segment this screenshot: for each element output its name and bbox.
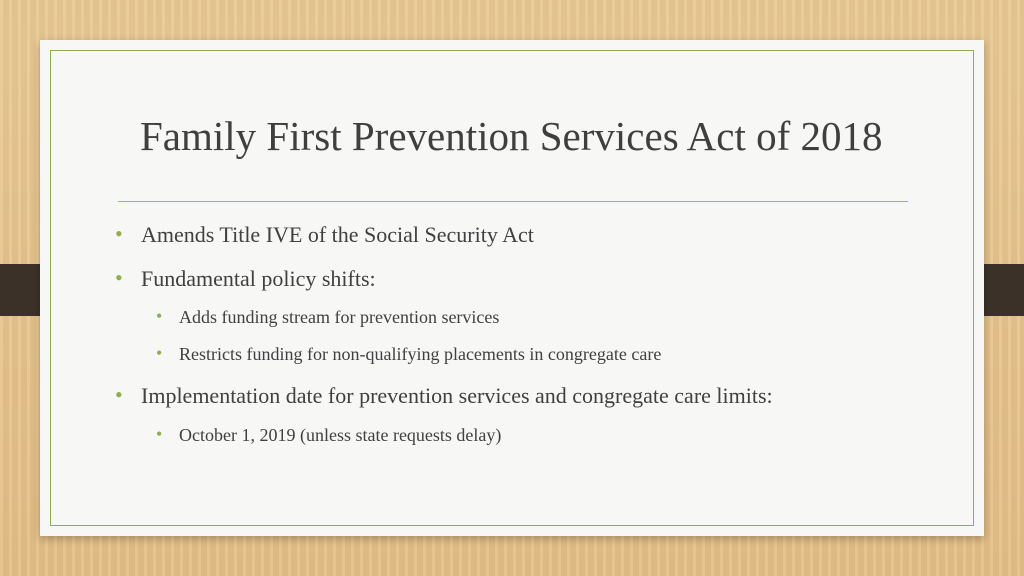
bullet-text: Amends Title IVE of the Social Security Act <box>141 222 534 247</box>
sub-bullet-item <box>156 424 502 446</box>
bullet-text: Implementation date for prevention services and congregate care limits: <box>141 383 773 408</box>
bullet-dot-icon: • <box>115 221 123 246</box>
bullet-item <box>115 382 773 409</box>
title-divider <box>118 201 908 202</box>
bullet-dot-icon: • <box>156 343 163 363</box>
bullet-text: Adds funding stream for prevention services <box>179 307 500 327</box>
bullet-dot-icon: • <box>156 424 163 444</box>
bullet-item <box>115 221 534 248</box>
bullet-dot-icon: • <box>115 382 123 407</box>
bullet-text: October 1, 2019 (unless state requests delay) <box>179 425 502 445</box>
slide-title: Family First Prevention Services Act of 2018 <box>140 113 883 159</box>
sub-bullet-item <box>156 343 662 365</box>
sub-bullet-item <box>156 306 500 328</box>
slide-card <box>40 40 984 536</box>
bullet-dot-icon: • <box>156 306 163 326</box>
bullet-text: Restricts funding for non-qualifying placements in congregate care <box>179 344 662 364</box>
bullet-dot-icon: • <box>115 265 123 290</box>
bullet-item <box>115 265 376 292</box>
bullet-text: Fundamental policy shifts: <box>141 266 376 291</box>
